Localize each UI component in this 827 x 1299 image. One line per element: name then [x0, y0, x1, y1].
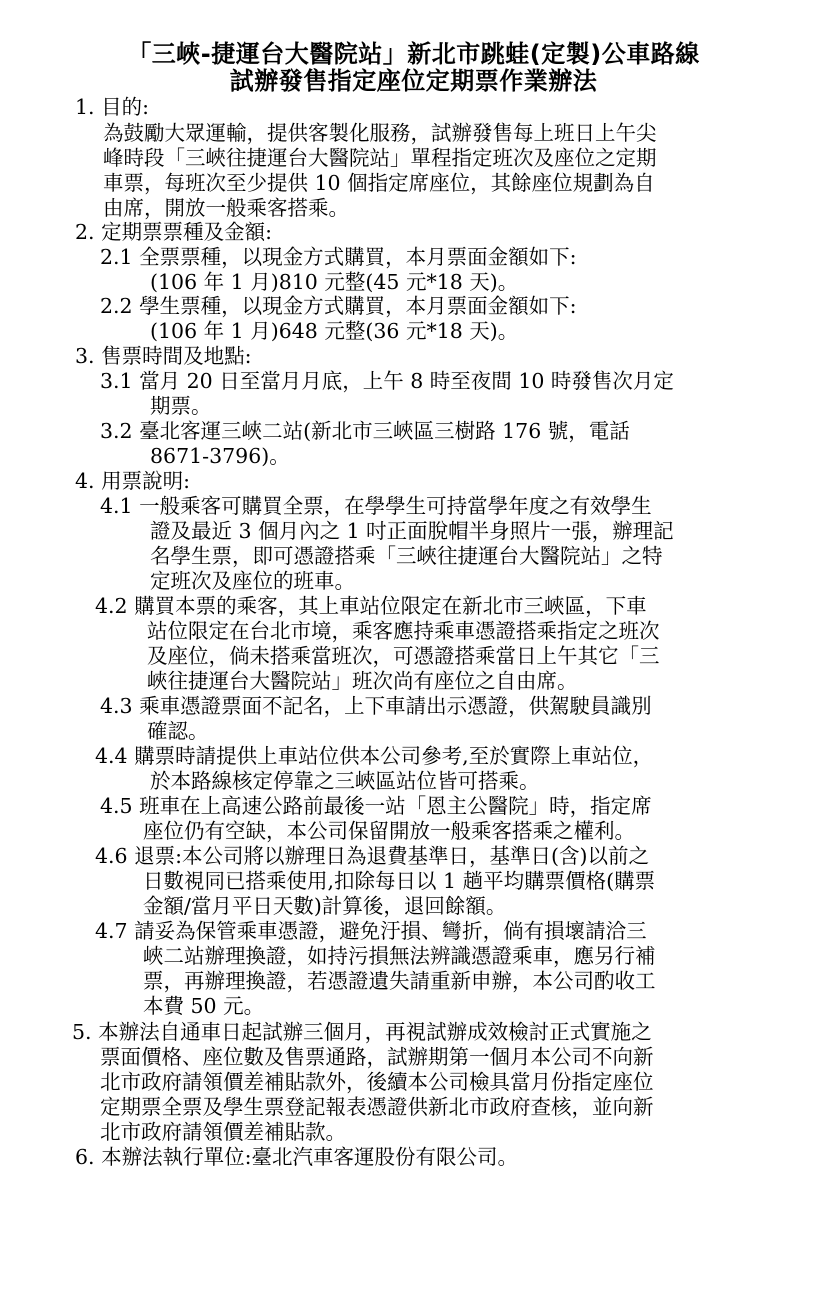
text-line: 北市政府請領價差補貼款外，後續本公司檢具當月份指定座位 [100, 1070, 654, 1094]
text-line: 4.4 購票時請提供上車站位供本公司參考,至於實際上車站位， [95, 744, 654, 768]
text-line: 峰時段「三峽往捷運台大醫院站」單程指定班次及座位之定期 [103, 146, 657, 170]
text-line: 2. 定期票票種及金額: [75, 220, 272, 244]
text-line: 5. 本辦法自通車日起試辦三個月，再視試辦成效檢討正式實施之 [72, 1020, 652, 1044]
text-line: (106 年 1 月)810 元整(45 元*18 天)。 [150, 270, 519, 294]
text-line: 證及最近 3 個月內之 1 吋正面脫帽半身照片一張，辦理記 [150, 519, 674, 543]
text-line: 4.6 退票:本公司將以辦理日為退費基準日，基準日(含)以前之 [95, 844, 650, 868]
text-line: 2.2 學生票種，以現金方式購買，本月票面金額如下: [100, 294, 577, 318]
text-line: 峽二站辦理換證，如持污損無法辨識憑證乘車，應另行補 [143, 944, 656, 968]
text-line: 1. 目的: [75, 95, 149, 119]
text-line: 4. 用票說明: [75, 469, 190, 493]
text-line: 票，再辦理換證，若憑證遺失請重新申辦，本公司酌收工 [143, 969, 656, 993]
text-line: 4.2 購買本票的乘客，其上車站位限定在新北市三峽區，下車 [95, 594, 647, 618]
text-line: 定班次及座位的班車。 [150, 569, 355, 593]
text-line: 4.3 乘車憑證票面不記名，上下車請出示憑證，供駕駛員識別 [100, 694, 652, 718]
text-line: 期票。 [150, 394, 212, 418]
text-line: 座位仍有空缺，本公司保留開放一般乘客搭乘之權利。 [143, 819, 635, 843]
text-line: 為鼓勵大眾運輸，提供客製化服務，試辦發售每上班日上午尖 [103, 121, 657, 145]
text-line: 定期票全票及學生票登記報表憑證供新北市政府查核，並向新 [100, 1095, 654, 1119]
text-line: 由席，開放一般乘客搭乘。 [103, 196, 349, 220]
text-line: 8671-3796)。 [150, 444, 290, 468]
text-line: 日數視同已搭乘使用,扣除每日以 1 趟平均購票價格(購票 [143, 869, 656, 893]
text-line: 4.5 班車在上高速公路前最後一站「恩主公醫院」時，指定席 [100, 794, 652, 818]
text-line: 金額/當月平日天數)計算後，退回餘額。 [143, 894, 507, 918]
text-line: 3.2 臺北客運三峽二站(新北市三峽區三樹路 176 號，電話 [100, 419, 630, 443]
text-line: 名學生票，即可憑證搭乘「三峽往捷運台大醫院站」之特 [150, 544, 663, 568]
text-line: 2.1 全票票種，以現金方式購買，本月票面金額如下: [100, 245, 577, 269]
text-line: 本費 50 元。 [143, 994, 265, 1018]
text-line: 票面價格、座位數及售票通路，試辦期第一個月本公司不向新 [100, 1045, 654, 1069]
text-line: 站位限定在台北市境，乘客應持乘車憑證搭乘指定之班次 [147, 619, 660, 643]
text-line: 4.1 一般乘客可購買全票，在學學生可持當學年度之有效學生 [100, 494, 652, 518]
document-title-line-1: 「三峽-捷運台大醫院站」新北市跳蛙(定製)公車路線 [127, 40, 700, 68]
text-line: 3. 售票時間及地點: [75, 344, 252, 368]
document-title-line-2: 試辦發售指定座位定期票作業辦法 [229, 67, 598, 95]
text-line: 4.7 請妥為保管乘車憑證，避免汙損、彎折，倘有損壞請洽三 [95, 919, 647, 943]
text-line: (106 年 1 月)648 元整(36 元*18 天)。 [150, 319, 519, 343]
text-line: 及座位，倘未搭乘當班次，可憑證搭乘當日上午其它「三 [147, 644, 660, 668]
text-line: 確認。 [147, 719, 209, 743]
text-line: 峽往捷運台大醫院站」班次尚有座位之自由席。 [147, 669, 578, 693]
text-line: 6. 本辦法執行單位:臺北汽車客運股份有限公司。 [75, 1145, 518, 1169]
text-line: 於本路線核定停靠之三峽區站位皆可搭乘。 [150, 769, 540, 793]
text-line: 3.1 當月 20 日至當月月底，上午 8 時至夜間 10 時發售次月定 [100, 369, 674, 393]
text-line: 車票，每班次至少提供 10 個指定席座位，其餘座位規劃為自 [103, 171, 655, 195]
text-line: 北市政府請領價差補貼款。 [100, 1120, 346, 1144]
